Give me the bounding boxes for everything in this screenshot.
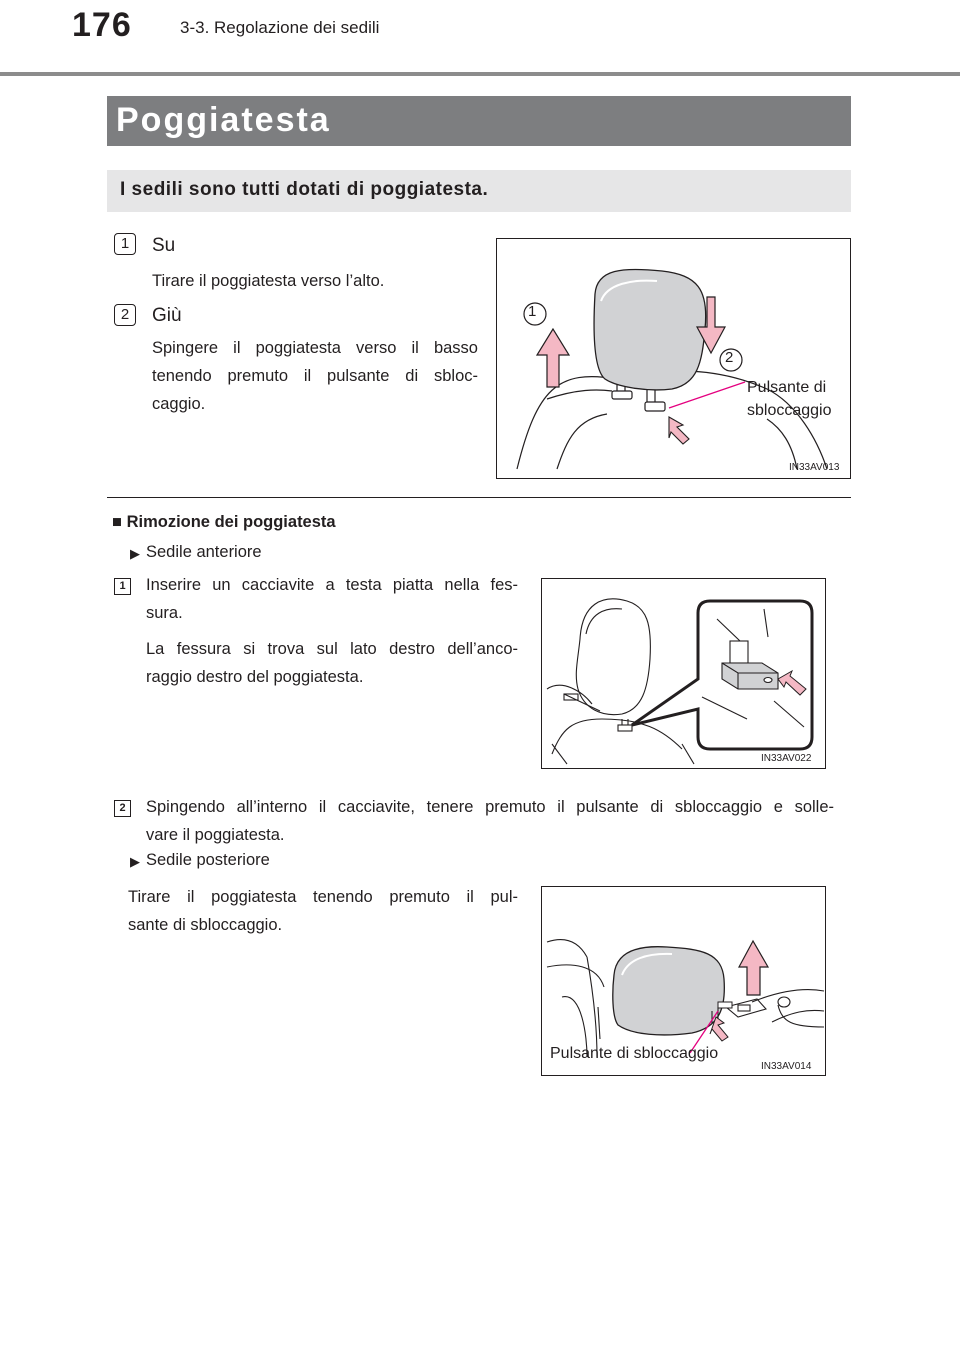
front-seat-label: Sedile anteriore — [146, 543, 262, 561]
front-step-1-number: 1 — [114, 578, 131, 595]
header-rule — [0, 72, 960, 76]
front-step-1-note-2: raggio destro del poggiatesta. — [146, 668, 364, 686]
page-number: 176 — [72, 6, 132, 44]
front-step-2-line-1: Spingendo all’interno il cacciavite, tenere premuto il pulsante di sbloccaggio e solle- — [146, 798, 834, 816]
front-step-1-line-1: Inserire un cacciavite a testa piatta nella fes- — [146, 576, 518, 594]
front-step-1-line-2: sura. — [146, 604, 183, 622]
figure-headrest-adjust — [496, 238, 851, 479]
front-step-1-text — [146, 571, 518, 691]
step-2-text — [152, 334, 478, 418]
front-step-2-line-2: vare il poggiatesta. — [146, 826, 285, 844]
step-1-text: Tirare il poggiatesta verso l’alto. — [152, 272, 385, 290]
triangle-bullet-icon: ▶ — [130, 854, 140, 869]
rear-seat-label: Sedile posteriore — [146, 851, 270, 869]
step-2-line-2: tenendo premuto il pulsante di sbloc- — [152, 367, 478, 385]
figure-code: IN33AV013 — [789, 462, 840, 473]
section-path: 3-3. Regolazione dei sedili — [180, 18, 380, 37]
page-subtitle: I sedili sono tutti dotati di poggiatesta. — [120, 179, 489, 200]
release-button-label-line-1: Pulsante di — [747, 379, 827, 396]
square-bullet: ■ — [112, 513, 122, 531]
step-1-number: 1 — [114, 233, 136, 255]
figure-front-seat — [541, 578, 826, 769]
headrest-adjust-illustration — [497, 239, 850, 478]
release-button-label-line-2: sbloccaggio — [747, 402, 832, 419]
figure-code: IN33AV014 — [761, 1061, 812, 1072]
front-step-2-text — [146, 793, 834, 849]
front-step-2-number: 2 — [114, 800, 131, 817]
section-divider — [107, 497, 851, 498]
step-2-line-1: Spingere il poggiatesta verso il basso — [152, 339, 478, 357]
figure-rear-seat — [541, 886, 826, 1076]
step-1-heading: Su — [152, 235, 176, 256]
removal-heading-text: Rimozione dei poggiatesta — [126, 513, 336, 531]
figure-code: IN33AV022 — [761, 753, 812, 764]
step-2-line-3: caggio. — [152, 395, 206, 413]
figure-callout-2: 2 — [725, 349, 734, 366]
release-button-label: Pulsante di sbloccaggio — [550, 1045, 719, 1062]
rear-seat-text — [128, 883, 518, 939]
triangle-bullet-icon: ▶ — [130, 546, 140, 561]
step-2-number: 2 — [114, 304, 136, 326]
figure-callout-1: 1 — [528, 303, 537, 320]
rear-seat-line-2: sante di sbloccaggio. — [128, 916, 283, 934]
rear-seat-line-1: Tirare il poggiatesta tenendo premuto il pul- — [128, 888, 518, 906]
front-seat-illustration — [542, 579, 825, 768]
step-2-heading: Giù — [152, 305, 182, 326]
front-step-1-note-1: La fessura si trova sul lato destro dell’anco- — [146, 640, 518, 658]
page-title: Poggiatesta — [116, 101, 331, 139]
removal-heading — [112, 513, 336, 532]
